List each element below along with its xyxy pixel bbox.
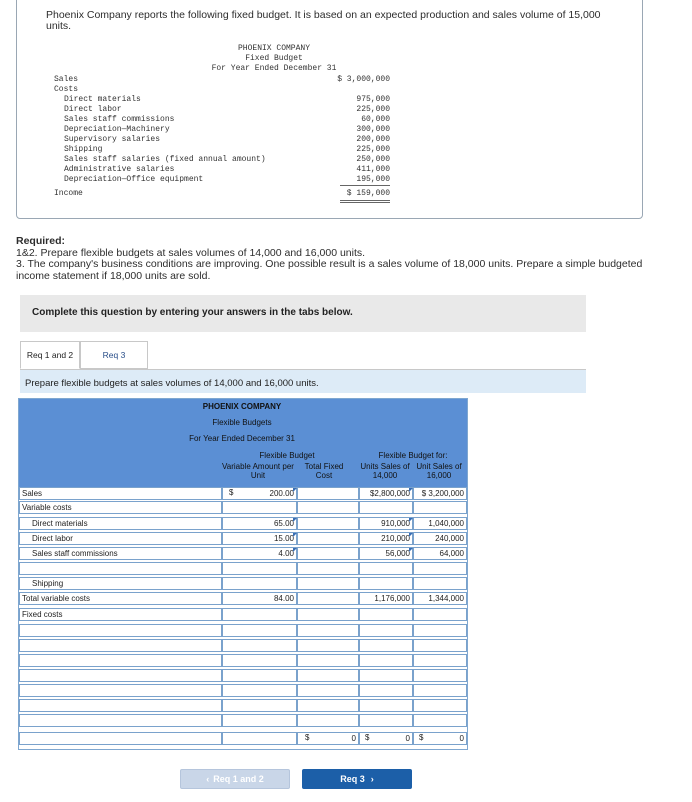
fixed-item-label: Direct materials — [64, 95, 141, 104]
fixed-cost-select[interactable] — [19, 654, 222, 667]
fixed-cost-input[interactable] — [297, 669, 359, 682]
tab-instruction-text: Prepare flexible budgets at sales volumes of 14,000 and 16,000 units. — [25, 378, 319, 389]
variable-costs-label: Variable costs — [19, 501, 222, 514]
fixed-cost-input[interactable] — [297, 639, 359, 652]
fixed-cost-input[interactable] — [413, 654, 467, 667]
ssc-fixed-input[interactable] — [297, 547, 359, 560]
fixed-cost-input[interactable] — [359, 669, 413, 682]
sales-dollar: $ — [229, 488, 234, 497]
col-16000: Unit Sales of 16,000 — [416, 462, 462, 480]
fixed-cost-input[interactable] — [222, 684, 297, 697]
tab-instruction — [20, 369, 586, 393]
total-fixed-value: 0 — [297, 732, 359, 745]
prev-button[interactable] — [180, 769, 290, 789]
col-14000: Units Sales of 14,000 — [360, 462, 410, 480]
shipping-14k-input[interactable] — [359, 577, 413, 590]
fixed-cost-input[interactable] — [413, 669, 467, 682]
fixed-cost-input[interactable] — [297, 714, 359, 727]
fixed-income-value: $ 159,000 — [346, 189, 390, 198]
fixed-cost-input[interactable] — [222, 654, 297, 667]
sales-fixed-input[interactable] — [297, 487, 359, 500]
fixed-cost-select[interactable] — [19, 699, 222, 712]
fixed-item-value: 60,000 — [361, 115, 390, 124]
grid-cell — [413, 608, 467, 621]
required-heading: Required: — [16, 235, 66, 247]
col-total-fixed: Total Fixed Cost — [304, 462, 344, 480]
fixed-cost-input[interactable] — [413, 624, 467, 637]
tab-label: Req 3 — [102, 350, 126, 360]
fixed-item-label: Sales staff salaries (fixed annual amount) — [64, 155, 266, 164]
fixed-item-label: Shipping — [64, 145, 103, 154]
fixed-costs-label: Costs — [54, 85, 79, 94]
sales-16k-input[interactable]: $ 3,200,000 — [413, 487, 467, 500]
total-16k-value: 0 — [413, 732, 467, 745]
dl-var-input[interactable]: 15.00 — [222, 532, 297, 545]
dm-var-input[interactable]: 65.00 — [222, 517, 297, 530]
fixed-item-label: Sales staff commissions — [64, 115, 175, 124]
sales-var-input[interactable]: 200.00 — [222, 487, 297, 500]
total-16k-dollar: $ — [419, 733, 424, 742]
fixed-cost-input[interactable] — [413, 684, 467, 697]
total-var-input[interactable] — [222, 732, 297, 745]
col-variable-per-unit: Variable Amount per Unit — [222, 462, 294, 480]
subtotal-rule — [340, 185, 390, 186]
sales-commissions-select[interactable]: Sales staff commissions — [19, 547, 222, 560]
fixed-cost-input[interactable] — [222, 669, 297, 682]
grid-cell — [297, 608, 359, 621]
instruction-banner — [20, 295, 586, 332]
fixed-item-value: 225,000 — [356, 105, 390, 114]
dm-14k-input[interactable]: 910,000 — [359, 517, 413, 530]
grid-cell — [413, 501, 467, 514]
ssc-var-input[interactable]: 4.00 — [222, 547, 297, 560]
fixed-item-value: 250,000 — [356, 155, 390, 164]
dl-fixed-input[interactable] — [297, 532, 359, 545]
fixed-item-value: 195,000 — [356, 175, 390, 184]
fixed-cost-input[interactable] — [359, 684, 413, 697]
sales-label: Sales — [19, 487, 222, 500]
blank-row-input[interactable] — [413, 562, 467, 575]
fixed-cost-input[interactable] — [297, 684, 359, 697]
fixed-item-label: Depreciation—Machinery — [64, 125, 170, 134]
shipping-16k-input[interactable] — [413, 577, 467, 590]
tab-label: Req 1 and 2 — [26, 350, 74, 360]
grid-cell — [359, 608, 413, 621]
fixed-cost-input[interactable] — [359, 624, 413, 637]
fixed-item-value: 225,000 — [356, 145, 390, 154]
fixed-item-value: 200,000 — [356, 135, 390, 144]
fixed-item-label: Administrative salaries — [64, 165, 175, 174]
fixed-cost-input[interactable] — [359, 699, 413, 712]
grid-cell — [359, 501, 413, 514]
flex-company: PHOENIX COMPANY — [202, 402, 282, 411]
tab-req-3[interactable] — [80, 341, 148, 369]
grid-cell — [297, 501, 359, 514]
chevron-right-icon: › — [370, 774, 374, 784]
tvc-var-value: 84.00 — [222, 592, 297, 605]
fixed-item-value: 300,000 — [356, 125, 390, 134]
fixed-item-value: 975,000 — [356, 95, 390, 104]
fixed-cost-input[interactable] — [359, 714, 413, 727]
fixed-cost-input[interactable] — [222, 639, 297, 652]
tvc-14k-value: 1,176,000 — [359, 592, 413, 605]
required-line-2: 3. The company's business conditions are improving. One possible result is a sales volume of 18,000 units. Prepare a simple budgeted income statement if 18,000 units are sold. — [16, 258, 643, 282]
flex-period: For Year Ended December 31 — [189, 434, 295, 443]
fixed-item-value: 411,000 — [356, 165, 390, 174]
blank-row-input[interactable] — [222, 562, 297, 575]
fixed-budget — [54, 44, 390, 204]
total-14k-dollar: $ — [365, 733, 370, 742]
dm-16k-input[interactable]: 1,040,000 — [413, 517, 467, 530]
fixed-cost-input[interactable] — [222, 624, 297, 637]
dl-16k-input[interactable]: 240,000 — [413, 532, 467, 545]
grid-cell — [222, 608, 297, 621]
next-button[interactable] — [302, 769, 412, 789]
flex-group-1: Flexible Budget — [259, 451, 315, 460]
fixed-income-label: Income — [54, 189, 83, 198]
shipping-fixed-input[interactable] — [297, 577, 359, 590]
banner-text: Complete this question by entering your answers in the tabs below. — [32, 307, 353, 318]
fixed-cost-input[interactable] — [222, 714, 297, 727]
fixed-cost-select[interactable] — [19, 624, 222, 637]
required-section — [16, 236, 666, 282]
ssc-14k-input[interactable]: 56,000 — [359, 547, 413, 560]
total-fixed-dollar: $ — [305, 733, 310, 742]
ssc-16k-input[interactable]: 64,000 — [413, 547, 467, 560]
fixed-item-label: Direct labor — [64, 105, 122, 114]
chevron-left-icon: ‹ — [206, 774, 210, 784]
direct-materials-select[interactable]: Direct materials — [19, 517, 222, 530]
intro-text: Phoenix Company reports the following fixed budget. It is based on an expected production and sales volume of 15,000 units. — [46, 9, 601, 32]
fixed-cost-input[interactable] — [359, 654, 413, 667]
grid-cell — [222, 501, 297, 514]
dm-fixed-input[interactable] — [297, 517, 359, 530]
prev-button-label: Req 1 and 2 — [213, 774, 264, 784]
total-variable-costs-label: Total variable costs — [19, 592, 222, 605]
fixed-sales-value: $ 3,000,000 — [337, 75, 390, 84]
flex-group-2: Flexible Budget for: — [378, 451, 448, 460]
fixed-budget-period: For Year Ended December 31 — [211, 64, 337, 73]
fixed-cost-input[interactable] — [297, 654, 359, 667]
fixed-cost-select[interactable] — [19, 714, 222, 727]
tab-req-1-and-2[interactable] — [20, 341, 80, 369]
flex-title: Flexible Budgets — [212, 418, 272, 427]
fixed-cost-select[interactable] — [19, 669, 222, 682]
fixed-cost-input[interactable] — [222, 699, 297, 712]
total-select[interactable] — [19, 732, 222, 745]
fixed-cost-select[interactable] — [19, 639, 222, 652]
direct-labor-select[interactable]: Direct labor — [19, 532, 222, 545]
blank-row-input[interactable] — [359, 562, 413, 575]
blank-row-select[interactable] — [19, 562, 222, 575]
fixed-item-label: Depreciation—Office equipment — [64, 175, 204, 184]
fixed-budget-title: Fixed Budget — [245, 54, 303, 63]
dl-14k-input[interactable]: 210,000 — [359, 532, 413, 545]
required-line-1: 1&2. Prepare flexible budgets at sales volumes of 14,000 and 16,000 units. — [16, 246, 366, 259]
fixed-cost-input[interactable] — [413, 639, 467, 652]
fixed-cost-input[interactable] — [359, 639, 413, 652]
fixed-item-label: Supervisory salaries — [64, 135, 161, 144]
total-rule — [340, 200, 390, 203]
next-button-label: Req 3 — [340, 774, 365, 784]
fixed-sales-label: Sales — [54, 75, 79, 84]
tvc-fixed-value — [297, 592, 359, 605]
fixed-cost-input[interactable] — [297, 624, 359, 637]
blank-row-input[interactable] — [297, 562, 359, 575]
shipping-var-input[interactable] — [222, 577, 297, 590]
fixed-costs-label: Fixed costs — [19, 608, 222, 621]
shipping-select[interactable]: Shipping — [19, 577, 222, 590]
fixed-cost-input[interactable] — [413, 714, 467, 727]
fixed-cost-input[interactable] — [413, 699, 467, 712]
fixed-cost-input[interactable] — [297, 699, 359, 712]
tvc-16k-value: 1,344,000 — [413, 592, 467, 605]
fixed-cost-select[interactable] — [19, 684, 222, 697]
sales-14k-input[interactable]: $2,800,000 — [359, 487, 413, 500]
total-14k-value: 0 — [359, 732, 413, 745]
flexible-budget-table — [18, 398, 468, 750]
fixed-budget-company: PHOENIX COMPANY — [237, 44, 310, 53]
